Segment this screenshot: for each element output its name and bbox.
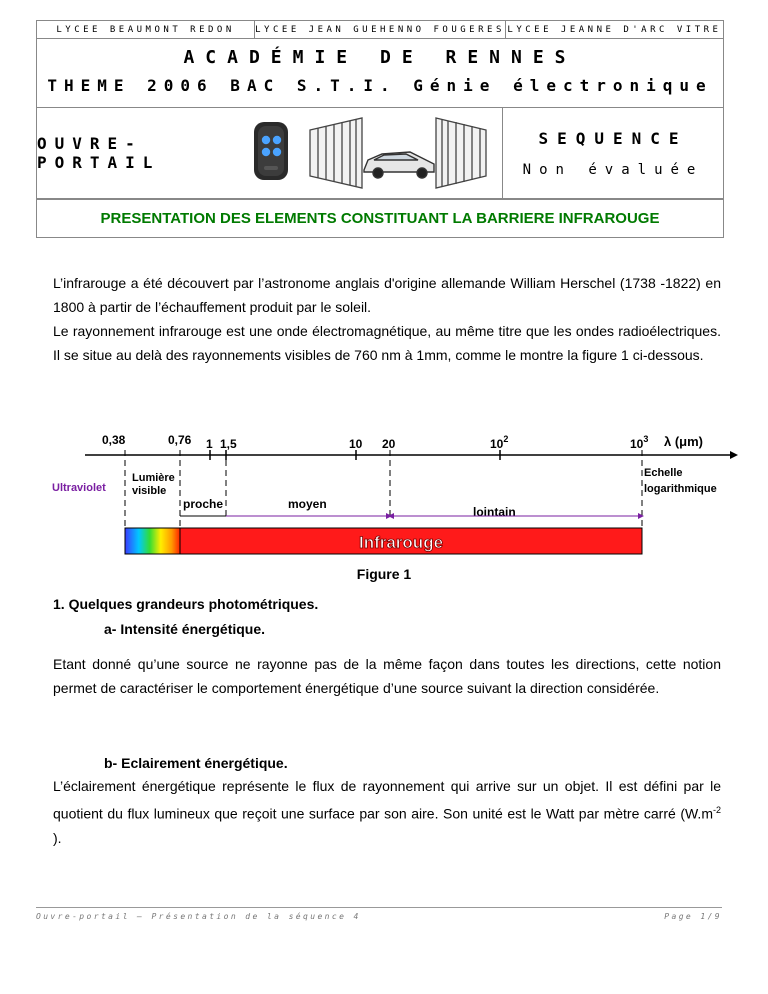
tick-label-0-76: 0,76 <box>168 433 192 447</box>
gate-left-icon <box>310 118 362 188</box>
sequence-label: SEQUENCE <box>538 128 688 148</box>
range-label-proche: proche <box>183 497 224 511</box>
header-table <box>36 20 724 238</box>
sequence-block <box>502 108 723 198</box>
axis-arrow-icon <box>730 451 738 459</box>
tick-label-1000: $10^3$ <box>630 434 649 451</box>
gate-remote-illustration <box>237 108 502 198</box>
paragraph-herschel: L’infrarouge a été découvert par l’astronome anglais d'origine allemande William Herschel (1738 -1822) en 1800 à partir de l’échauffement produit par le soleil. <box>53 275 721 315</box>
footer-page-number: Page 1/9 <box>664 912 722 921</box>
school-2: LYCEE JEAN GUEHENNO FOUGERES <box>254 21 505 38</box>
tick-label-0-38: 0,38 <box>102 433 126 447</box>
lointain-arrow-right-icon <box>638 513 644 519</box>
subsection-a-heading: a- Intensité énergétique. <box>104 621 266 637</box>
range-label-lointain: lointain <box>473 505 516 519</box>
ultraviolet-label: Ultraviolet <box>52 482 106 494</box>
titles-row <box>37 39 723 108</box>
lointain-arrow-left-icon <box>388 513 394 519</box>
p4-main-text: L’éclairement énergétique représente le flux de rayonnement qui arrive sur un objet. Il est défini par le quotient du flux lumineux que reçoit une surface par son aire. Son unité est le Watt par mètre carré (W.m <box>53 778 721 822</box>
tick-label-100: $10^2$ <box>490 434 509 451</box>
gate-right-icon <box>436 118 486 188</box>
schools-row <box>37 21 723 39</box>
project-row <box>37 108 723 199</box>
range-label-moyen: moyen <box>288 497 327 511</box>
paragraph-intensite: Etant donné qu’une source ne rayonne pas de la même façon dans toutes les directions, cette notion permet de caractériser le comportement énergétique d’une source suivant la direction considérée. <box>53 656 721 696</box>
tick-label-1-5: 1,5 <box>220 437 237 451</box>
infrared-banner: Infrarouge <box>358 533 444 552</box>
paragraph-infrared-wave: Le rayonnement infrarouge est une onde électromagnétique, au même titre que les ondes radioélectriques. Il se situe au delà des rayonnements visibles de 760 nm à 1mm, comme le montre la figure 1 ci-dessous. <box>53 323 721 363</box>
tick-label-20: 20 <box>382 437 396 451</box>
subsection-b-heading: b- Eclairement énergétique. <box>104 755 288 771</box>
figure-1-spectrum <box>40 430 740 560</box>
school-1: LYCEE BEAUMONT REDON <box>56 25 235 35</box>
car-icon <box>364 152 434 178</box>
titles-block <box>37 39 723 107</box>
footer-left: Ouvre-portail – Présentation de la séquence 4 <box>36 912 361 921</box>
section-1-heading: 1. Quelques grandeurs photométriques. <box>53 596 319 612</box>
figure-caption: Figure 1 <box>356 566 412 582</box>
tick-label-10: 10 <box>349 437 363 451</box>
school-3: LYCEE JEANNE D'ARC VITRE <box>505 21 723 38</box>
scale-label-line1: Echelle <box>644 467 683 479</box>
p4-superscript: -2 <box>712 805 721 815</box>
p4-end-text: ). <box>53 829 62 846</box>
paragraph-eclairement <box>53 774 721 850</box>
remote-icon <box>254 122 288 180</box>
theme-title: THEME 2006 BAC S.T.I. Génie électronique <box>47 76 713 95</box>
footer-rule <box>36 907 722 908</box>
presentation-title: PRESENTATION DES ELEMENTS CONSTITUANT LA BARRIERE INFRAROUGE <box>37 199 723 237</box>
tick-label-1: 1 <box>206 437 213 451</box>
scale-label-line2: logarithmique <box>644 483 717 495</box>
sequence-status: Non évaluée <box>522 161 704 178</box>
presentation-row <box>37 199 723 237</box>
visible-label-line2: visible <box>132 485 167 497</box>
academie-title: ACADÉMIE DE RENNES <box>183 47 577 68</box>
visible-spectrum-bar <box>125 528 180 554</box>
unit-label: λ (μm) <box>664 434 704 449</box>
visible-label-line1: Lumière <box>132 472 175 484</box>
project-title: OUVRE-PORTAIL <box>37 134 161 172</box>
